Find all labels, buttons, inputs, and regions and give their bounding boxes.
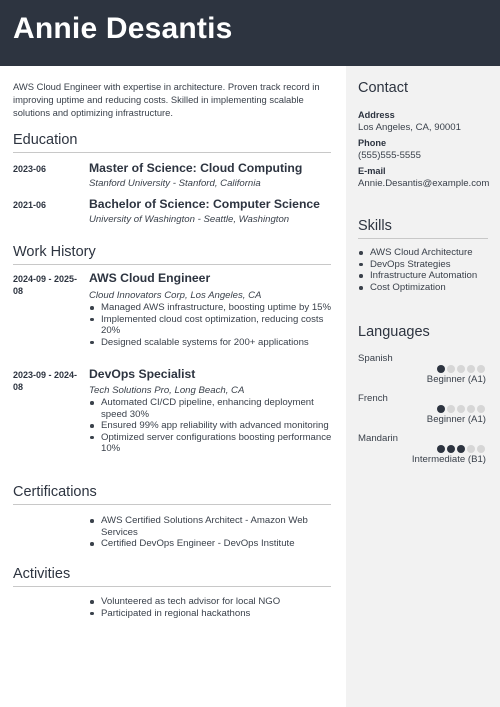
rating-dot-empty: [477, 445, 485, 453]
address-value: Los Angeles, CA, 90001: [358, 122, 461, 133]
activities-list: [89, 596, 334, 619]
education-school: Stanford University - Stanford, California: [89, 178, 261, 189]
language-rating: [437, 365, 485, 373]
language-name: French: [358, 393, 388, 404]
professional-summary: AWS Cloud Engineer with expertise in architecture. Proven track record in improving uptime and reducing costs. Skilled in implementing scalable solutions and optimizing infrastructure.: [13, 81, 320, 118]
education-heading: Education: [13, 132, 78, 148]
list-item: Optimized server configurations boosting performance 10%: [89, 432, 334, 455]
rating-dot-filled: [457, 445, 465, 453]
list-item: AWS Certified Solutions Architect - Amazon Web Services: [89, 515, 334, 538]
education-date: 2023-06: [13, 164, 47, 174]
job-role: AWS Cloud Engineer: [89, 271, 211, 285]
education-divider: [13, 152, 331, 153]
job-role: DevOps Specialist: [89, 367, 196, 381]
contact-heading: Contact: [358, 80, 408, 96]
language-name: Mandarin: [358, 433, 398, 444]
skills-divider: [358, 238, 488, 239]
rating-dot-empty: [447, 405, 455, 413]
phone-label: Phone: [358, 138, 387, 148]
education-degree: Master of Science: Cloud Computing: [89, 161, 303, 175]
list-item: Designed scalable systems for 200+ applications: [89, 337, 334, 349]
list-item: DevOps Strategies: [358, 259, 494, 271]
language-rating: [437, 445, 485, 453]
rating-dot-filled: [437, 405, 445, 413]
candidate-name: Annie Desantis: [13, 12, 233, 45]
work-history-heading: Work History: [13, 244, 96, 260]
rating-dot-empty: [477, 365, 485, 373]
address-label: Address: [358, 110, 395, 120]
list-item: Volunteered as tech advisor for local NGO: [89, 596, 334, 608]
rating-dot-empty: [467, 445, 475, 453]
language-rating: [437, 405, 485, 413]
resume-header: [0, 0, 500, 66]
skills-list: [358, 247, 494, 294]
list-item: Implemented cloud cost optimization, reducing costs 20%: [89, 314, 334, 337]
rating-dot-empty: [457, 365, 465, 373]
job-company: Cloud Innovators Corp, Los Angeles, CA: [89, 290, 262, 301]
list-item: Infrastructure Automation: [358, 270, 494, 282]
list-item: AWS Cloud Architecture: [358, 247, 494, 259]
rating-dot-empty: [467, 365, 475, 373]
language-level: Intermediate (B1): [411, 454, 486, 465]
email-value: Annie.Desantis@example.com: [358, 178, 490, 189]
certifications-list: [89, 515, 334, 550]
job-date: 2024-09 - 2025-08: [13, 274, 78, 296]
education-school: University of Washington - Seattle, Washington: [89, 214, 290, 225]
skills-heading: Skills: [358, 218, 392, 234]
languages-heading: Languages: [358, 324, 430, 340]
activities-divider: [13, 586, 331, 587]
job-responsibilities: [89, 397, 334, 455]
education-date: 2021-06: [13, 200, 47, 210]
rating-dot-empty: [477, 405, 485, 413]
rating-dot-empty: [447, 365, 455, 373]
rating-dot-empty: [467, 405, 475, 413]
rating-dot-filled: [437, 445, 445, 453]
list-item: Cost Optimization: [358, 282, 494, 294]
sidebar: [346, 66, 500, 707]
list-item: Certified DevOps Engineer - DevOps Institute: [89, 538, 334, 550]
job-company: Tech Solutions Pro, Long Beach, CA: [89, 385, 245, 396]
activities-heading: Activities: [13, 566, 71, 582]
job-date: 2023-09 - 2024-08: [13, 370, 78, 392]
certifications-heading: Certifications: [13, 484, 97, 500]
list-item: Participated in regional hackathons: [89, 608, 334, 620]
education-degree: Bachelor of Science: Computer Science: [89, 197, 320, 211]
language-level: Beginner (A1): [426, 374, 486, 385]
main-column: [0, 66, 346, 707]
language-name: Spanish: [358, 353, 393, 364]
list-item: Managed AWS infrastructure, boosting uptime by 15%: [89, 302, 334, 314]
rating-dot-empty: [457, 405, 465, 413]
certifications-divider: [13, 504, 331, 505]
job-responsibilities: [89, 302, 334, 348]
email-label: E-mail: [358, 166, 386, 176]
work-history-divider: [13, 264, 331, 265]
list-item: Ensured 99% app reliability with advanced monitoring: [89, 420, 334, 432]
language-level: Beginner (A1): [426, 414, 486, 425]
phone-value: (555)555-5555: [358, 150, 421, 161]
rating-dot-filled: [447, 445, 455, 453]
list-item: Automated CI/CD pipeline, enhancing deployment speed 30%: [89, 397, 334, 420]
rating-dot-filled: [437, 365, 445, 373]
